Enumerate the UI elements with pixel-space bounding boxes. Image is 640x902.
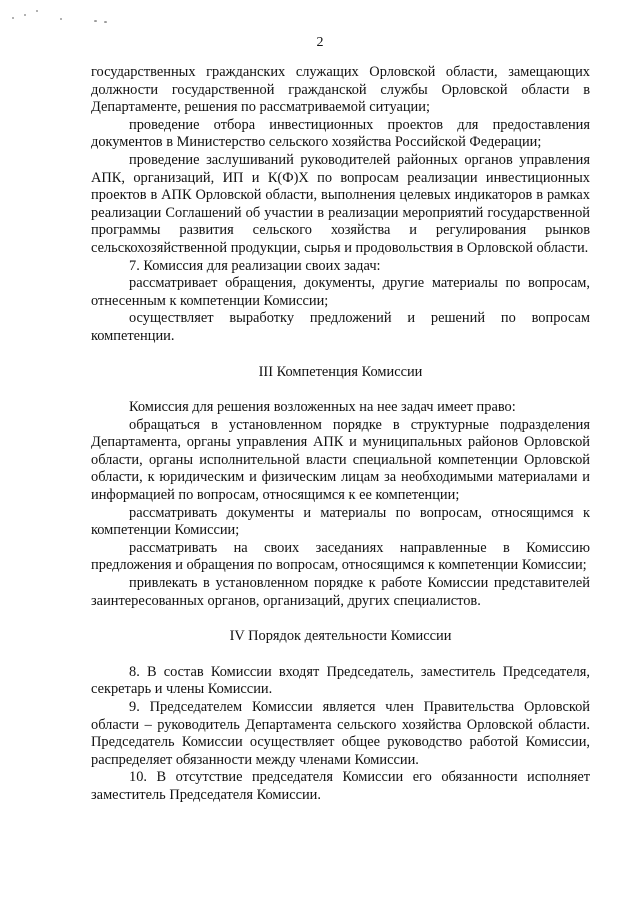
scan-speck bbox=[36, 10, 38, 12]
paragraph-review-proposals: рассматривать на своих заседаниях направленные в Комиссию предложения и обращения по вопросам, относящимся к компетенции Комиссии; bbox=[91, 539, 590, 574]
scan-speck bbox=[94, 20, 97, 22]
paragraph-involve-representatives: привлекать в установленном порядке к работе Комиссии представителей заинтересованных органов, организаций, других специалистов. bbox=[91, 575, 590, 609]
paragraph-commission-rights: Комиссия для решения возложенных на нее задач имеет право: bbox=[129, 399, 516, 416]
paragraph-considers-appeals: рассматривает обращения, документы, другие материалы по вопросам, отнесенным к компетенции Комиссии; bbox=[91, 275, 590, 309]
section-heading-procedure: IV Порядок деятельности Комиссии bbox=[229, 628, 452, 645]
scan-speck bbox=[24, 14, 26, 16]
paragraph-develops-proposals: осуществляет выработку предложений и решений по вопросам компетенции. bbox=[91, 310, 590, 344]
scan-specks bbox=[8, 8, 118, 28]
paragraph-civil-servants-continuation: государственных гражданских служащих Орловской области, замещающих должности государственной гражданской службы Орловской области в Департаменте, решения по рассматриваемой ситуации; bbox=[91, 64, 590, 116]
scan-speck bbox=[12, 17, 14, 19]
paragraph-apply-to-departments: обращаться в установленном порядке в структурные подразделения Департамента, органы управления АПК и муниципальных районов Орловской области, органы исполнительной власти специальной компетенции Орловской области, к юридическим и физическим лицам за необходимыми материалами и информацией по вопросам, относящимся к ее компетенции; bbox=[91, 416, 590, 504]
document-body bbox=[91, 64, 590, 805]
paragraph-item-10: 10. В отсутствие председателя Комиссии его обязанности исполняет заместитель Председателя Комиссии. bbox=[91, 769, 590, 803]
paragraph-item-7: 7. Комиссия для реализации своих задач: bbox=[129, 257, 381, 274]
paragraph-hearings: проведение заслушиваний руководителей районных органов управления АПК, организаций, ИП и К(Ф)Х по вопросам реализации инвестиционных проектов в АПК Орловской области, выполнения целевых индикаторов в рамках реализации Соглашений об участии в реализации мероприятий государственной программы развития сельского хозяйства и регулирования рынков сельскохозяйственной продукции, сырья и продовольствия в Орловской области. bbox=[91, 151, 590, 256]
scan-speck bbox=[104, 21, 107, 23]
scan-speck bbox=[60, 18, 62, 20]
paragraph-item-8: 8. В состав Комиссии входят Председатель, заместитель Председателя, секретарь и члены Комиссии. bbox=[91, 663, 590, 698]
paragraph-item-9: 9. Председателем Комиссии является член Правительства Орловской области – руководитель Департамента сельского хозяйства Орловской области. Председатель Комиссии осуществляет общее руководство работой Комиссии, распределяет обязанности между членами Комиссии. bbox=[91, 699, 590, 768]
section-heading-competence: III Компетенция Комиссии bbox=[258, 363, 423, 380]
paragraph-investment-selection: проведение отбора инвестиционных проектов для предоставления документов в Министерство сельского хозяйства Российской Федерации; bbox=[91, 116, 590, 151]
page-number: 2 bbox=[316, 35, 324, 50]
paragraph-review-documents: рассматривать документы и материалы по вопросам, относящимся к компетенции Комиссии; bbox=[91, 504, 590, 539]
